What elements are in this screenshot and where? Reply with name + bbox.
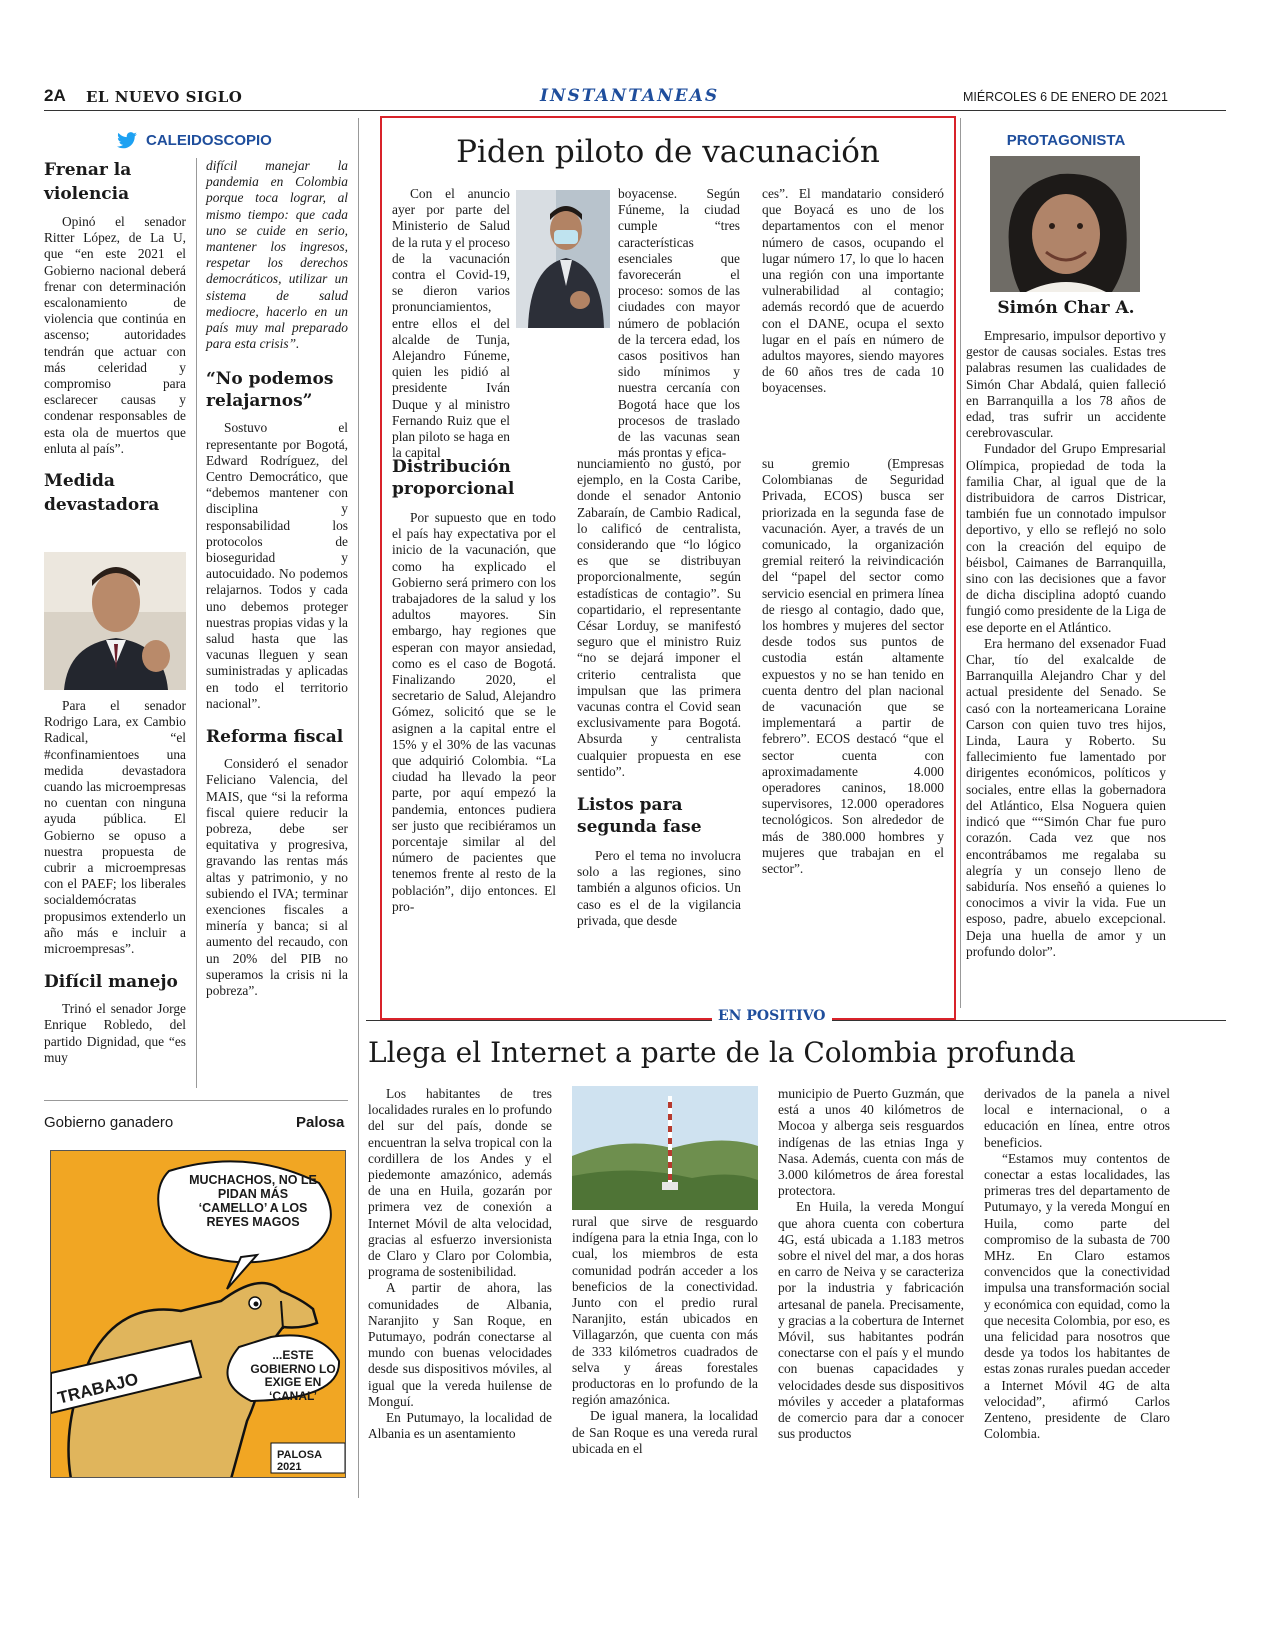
reforma-title: Reforma fiscal (206, 727, 344, 748)
cartoon-title: Gobierno ganadero (44, 1114, 174, 1131)
section-title: INSTANTANEAS (540, 86, 720, 106)
dificil-body: Trinó el senador Jorge Enrique Robledo, del partido Dignidad, que “es muy (44, 1001, 186, 1065)
protagonista-label: PROTAGONISTA (1006, 132, 1126, 149)
caleidoscopio-col1-lower (44, 698, 186, 1066)
rodrigo-lara-photo (44, 552, 186, 690)
listos-subhead: Listos para segunda fase (577, 795, 702, 838)
second-col2-p1: rural que sirve de resguardo indígena para la etnia Inga, con lo cual, los miembros de esta comunidad podrán acceder a los beneficios de la conectividad. Junto con el predio rural Naranjito, están ubicados en Villagarzón, que cuenta con más de 333 kilómetros cuadrados de selva y áreas forestales productoras en lo profundo de la región amazónica. (572, 1214, 758, 1408)
dificil-title: Difícil manejo (44, 972, 178, 993)
second-col1 (368, 1086, 552, 1442)
main-col3 (762, 186, 944, 397)
en-positivo-kicker: EN POSITIVO (712, 1008, 832, 1024)
relajarnos-title: “No podemos relajarnos” (206, 369, 334, 412)
protagonista-p2: Fundador del Grupo Empresarial Olímpica, propiedad de toda la familia Char, al igual que de la distribuidora de carros Districar, también fue un connotado impulsor deportivo, y ello se reflejó no solo con la creación del equipo de béisbol, Caimanes de Barranquilla, sino con las decisiones que a favor de dicha disciplina adoptó cuando fungió como presidente de la Liga de ese deporte en el Atlántico. (966, 441, 1166, 635)
caleidoscopio-label: CALEIDOSCOPIO (146, 132, 272, 149)
protagonista-body (966, 328, 1166, 960)
main-col6 (762, 456, 944, 877)
second-col4-p1: derivados de la panela a nivel local e internacional, o a educación en línea, entre otros beneficios. (984, 1086, 1170, 1150)
main-col4 (392, 456, 556, 915)
main-col2-text: boyacense. Según Fúneme, la ciudad cumple “tres características esenciales que favorecerán el proceso: somos de las ciudades con mayor número de población de la tercera edad, los casos positivos han sido mínimos y nuestra cercanía con Bogotá hace que los procesos de traslado de las vacunas sean más prontas y efica- (618, 186, 740, 461)
second-col3-p2: En Huila, la vereda Monguí que ahora cuenta con cobertura 4G, está ubicada a 1.183 metros sobre el nivel del mar, a dos horas en carro de Neiva y se caracteriza por la industria y fabricación artesanal de panela. Precisamente, y gracias a la cobertura de Internet Móvil, sus habitantes podrán conectarse con el país y el mundo con buenas capacidades y velocidades desde sus dispositivos móviles y acceder a plataformas de comercio para dar a conocer sus productos (778, 1199, 964, 1442)
distribucion-body: Por supuesto que en todo el país hay expectativa por el inicio de la vacunación, que como ha explicado el Gobierno será primero con los trabajadores de la salud y los adultos mayores. Sin embargo, hay regiones que esperan con mayor ansiedad, como es el caso de Bogotá. Finalizando 2020, el secretario de Salud, Alejandro Gómez, solicitó que se le asignen a la capital entre el 15% y el 30% de las vacunas que adquirió Colombia. “La ciudad ha llevado la peor parte, por aquí empezó la pandemia, entonces pudiera ser justo que recibiéramos un porcentaje similar al del número de pacientes que tenemos frente al resto de la población”, dijo entonces. El pro- (392, 510, 556, 914)
main-col1 (392, 186, 510, 461)
simon-char-photo (990, 156, 1140, 292)
second-col4-p2: “Estamos muy contentos de conectar a estas localidades, las primeras tres del departamento de Putumayo, y la vereda Monguí en Huila, como parte del compromiso de la subasta de 700 MHz. En Claro estamos convencidos que la conectividad impulsa una transformación social y económica con equidad, como la que necesita Colombia, por eso, es una felicidad para nosotros que desde ya todos los habitantes de estas zonas rurales puedan acceder a Internet Móvil 4G de alta velocidad”, afirmó Carlos Zenteno, presidente de Claro Colombia. (984, 1150, 1170, 1442)
second-col3 (778, 1086, 964, 1442)
main-col1-text: Con el anuncio ayer por parte del Ministerio de Salud de la ruta y el proceso de la vacunación contra el Covid-19, se dieron varios pronunciamientos, entre ellos el del alcalde de Tunja, Alejandro Fúneme, quien les pidió al presidente Iván Duque y al ministro Fernando Ruiz que el plan piloto se haga en la capital (392, 186, 510, 461)
cartoon-author: Palosa (296, 1114, 345, 1131)
second-article-title: Llega el Internet a parte de la Colombia profunda (368, 1036, 1076, 1069)
frenar-body: Opinó el senador Ritter López, de La U, que “en este 2021 el Gobierno nacional deberá frenar con determinación escalonamiento de violencia que continúa en ascenso; autoridades tendrán que actuar con más celeridad y compromiso para esclarecer causas y condenar responsables de esta ola de muertos que enluta al país”. (44, 214, 186, 456)
medida-body: Para el senador Rodrigo Lara, ex Cambio Radical, “el #confinamientoes una medida devastadora cuando las microempresas no cuentan con ninguna ayuda pública. El Gobierno se opuso a nuestra propuesta de cubrir a microempresas con el PAEF; los liberales socialdemócratas propusimos extenderlo un año más e incluir a microempresas”. (44, 698, 186, 957)
reforma-body: Consideró el senador Feliciano Valencia, del MAIS, que “si la reforma fiscal quiere reducir la pobreza, debe ser equitativa y progresiva, gravando las rentas más altas y patrimonio, y no subiendo el IVA; terminar exenciones fiscales a minería y banca; si al aumento del recaudo, con un 20% del PIB no superamos la crisis ni la pobreza”. (206, 756, 348, 998)
header-rule (44, 110, 1226, 111)
protagonista-name: Simón Char A. (997, 298, 1135, 318)
col2-top-body: difícil manejar la pandemia en Colombia porque toca lograr, al mismo tiempo: que cada uno se cuide en serio, mantener los ingresos, respetar los derechos democráticos, utilizar un sistema de salud mediocre, hacerlo en un país muy mal preparado para esta crisis”. (206, 158, 348, 352)
tower-photo (572, 1086, 758, 1210)
main-col5-text: nunciamiento no gustó, por ejemplo, en la Costa Caribe, donde el senador Antonio Zabaraín, de Cambio Radical, lo calificó de centralista, considerando que “lo lógico es que se distribuyan proporcionalmente, según estadísticas de contagio”. Su copartidario, el representante César Lorduy, se manifestó seguro que el ministro Ruiz “no se dejará imponer el criterio centralista que impulsan que las primera vacunas contra el Covid sean exclusivamente para Bogotá. Absurda y centralista cualquier propuesta en ese sentido”. (577, 456, 741, 779)
cartoon-signature: PALOSA 2021 (277, 1449, 322, 1473)
left-divider (196, 158, 197, 1088)
main-col3-text: ces”. El mandatario consideró que Boyacá es uno de los departamentos con el menor número de casos, ocupando el lugar número 17, lo que lo hacen una región con una importante vulnerabilidad al contagio; además recordó que de acuerdo con el DANE, ocupa el sexto lugar en el país en número de adultos mayores, siendo mayores de 60 años tres de cada 10 boyacenses. (762, 186, 944, 396)
frenar-title: Frenar la violencia (44, 160, 132, 204)
twitter-icon (116, 132, 138, 150)
cartoon-trabajo-label: TRABAJO (55, 1369, 141, 1408)
cartoon-bubble-1: MUCHACHOS, NO LE PIDAN MÁS ‘CAMELLO’ A LOS REYES MAGOS (189, 1173, 317, 1229)
cartoon-panel (50, 1150, 346, 1478)
caleidoscopio-col1 (44, 158, 186, 517)
second-col1-p1: Los habitantes de tres localidades rurales en lo profundo del sur del país, donde se encuentran la selva tropical con la cordillera de los Andes y el piedemonte amazónico, además de una en Huila, gozarán por primera vez de conexión a Internet Móvil de alta velocidad, gracias al esfuerzo inversionista de Claro y Claro por Colombia, programa de sostenibilidad. (368, 1086, 552, 1280)
masthead: EL NUEVO SIGLO (86, 88, 243, 106)
main-col2 (618, 186, 740, 461)
second-col4 (984, 1086, 1170, 1442)
second-col2 (572, 1214, 758, 1457)
main-col6-text: su gremio (Empresas Colombianas de Seguridad Privada, ECOS) busca ser priorizada en la segunda fase de vacunación. Ayer, a través de un comunicado, la organización gremial reiteró la reivindicación del “papel del sector como servicio esencial en primera línea de riesgo al contagio, dado que, los hombres y mujeres del sector desde todos sus puntos de custodia están altamente expuestos y no se han tenido en cuenta dentro del plan nacional de vacunación que se implementará a partir de febrero”. ECOS destacó “que el sector cuenta con aproximadamente 4.000 operadores caninos, 18.000 supervisores, 12.000 operadores tecnológicos. Son alrededor de más de 380.000 hombres y mujeres que trabajan en el sector”. (762, 456, 944, 877)
main-article-title: Piden piloto de vacunación (456, 134, 880, 170)
second-col2-p2: De igual manera, la localidad de San Roque es una vereda rural ubicada en el (572, 1408, 758, 1456)
alejandro-funeme-photo (516, 190, 610, 328)
right-section-divider (960, 118, 961, 1008)
cartoon-bubble-2: ...ESTE GOBIERNO LO EXIGE EN ‘CANAL’ (250, 1348, 336, 1403)
issue-date: MIÉRCOLES 6 DE ENERO DE 2021 (963, 90, 1168, 104)
distribucion-subhead: Distribución proporcional (392, 457, 515, 499)
second-col1-p3: En Putumayo, la localidad de Albania es un asentamiento (368, 1410, 552, 1442)
second-col1-p2: A partir de ahora, las comunidades de Albania, Naranjito y San Roque, en Putumayo, podrán conectarse al mundo con buenas velocidades desde sus dispositivos móviles, al igual que la vereda huilense de Monguí. (368, 1280, 552, 1409)
medida-title: Medida devastadora (44, 471, 160, 516)
left-section-divider (358, 118, 359, 1498)
protagonista-p1: Empresario, impulsor deportivo y gestor de causas sociales. Estas tres palabras resumen las cualidades de Simón Char Abdalá, quien falleció en Barranquilla a los 78 años de edad, tras sufrir un accidente cerebrovascular. (966, 328, 1166, 441)
page-number: 2A (44, 86, 66, 105)
listos-body: Pero el tema no involucra solo a las regiones, sino también a algunos oficios. Un caso es el de la vigilancia privada, que desde (577, 848, 741, 928)
cartoon-rule (44, 1100, 348, 1101)
relajarnos-body: Sostuvo el representante por Bogotá, Edward Rodríguez, del Centro Democrático, que “debemos mantener con disciplina y responsabilidad los protocolos de bioseguridad y autocuidado. No podemos relajarnos. Todos y cada uno debemos proteger nuestras propias vidas y la salud hasta que las vacunas lleguen y sean suministradas y aplicadas en todo el territorio nacional”. (206, 420, 348, 711)
second-col3-p1: municipio de Puerto Guzmán, que está a unos 40 kilómetros de Mocoa y alberga seis resguardos indígenas de las etnias Inga y Nasa. Además, cuenta con más de 3.000 kilómetros de área forestal protectora. (778, 1086, 964, 1199)
main-col5 (577, 456, 741, 929)
caleidoscopio-col2 (206, 158, 348, 999)
protagonista-p3: Era hermano del exsenador Fuad Char, tío del exalcalde de Barranquilla Alejandro Char y del actual presidente del Senado. Se casó con la norteamericana Loraine Carson con quien tuvo tres hijos, Linda, Laura y Roberto. Su fallecimiento fue lamentado por dirigentes económicos, políticos y sociales, entre ellas la gobernadora del Atlántico, Elsa Noguera quien indicó que ““Simón Char fue puro corazón. Cada vez que nos encontrábamos me regalaba su alegría y un consejo lleno de sabiduría. Nos enseñó a quienes lo conocimos a vivir la vida. Fue un esposo, padre, abuelo excepcional. Deja una huella de amor y un profundo dolor”. (966, 635, 1166, 959)
